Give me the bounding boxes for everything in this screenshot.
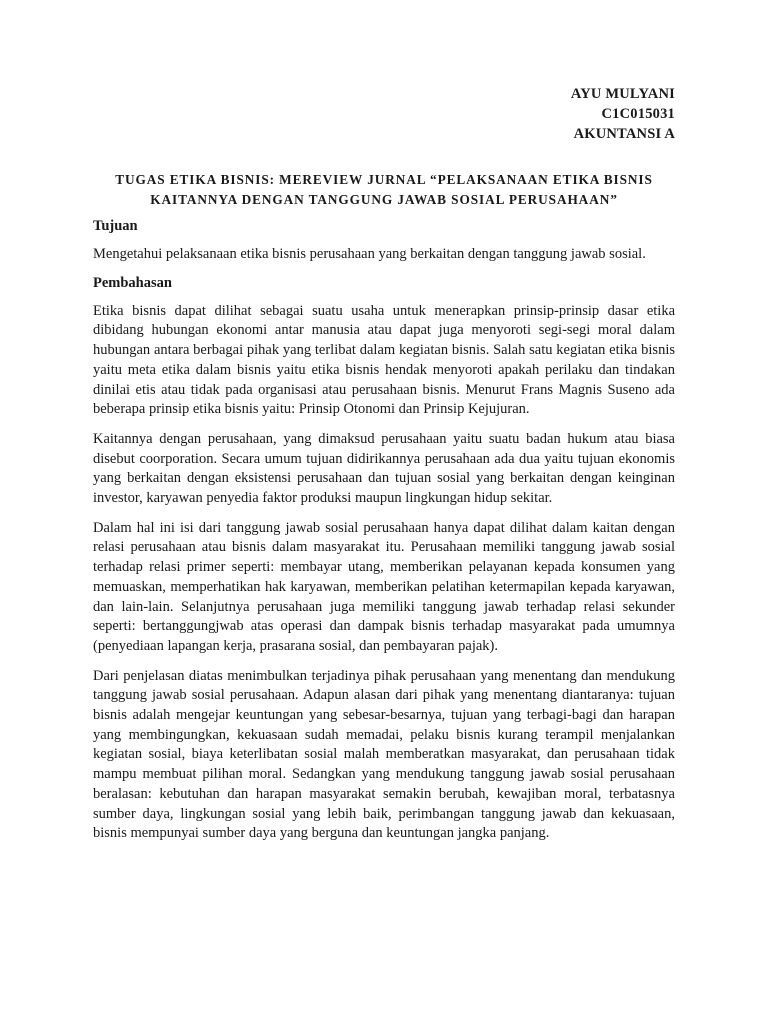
pembahasan-paragraph-3: Dalam hal ini isi dari tanggung jawab sosial perusahaan hanya dapat dilihat dalam kaitan dengan relasi perusahaan atau bisnis dalam masyarakat itu. Perusahaan memiliki tanggung jawab sosial terhadap relasi primer seperti: membayar utang, memberikan pelayanan kepada konsumen yang memuaskan, memperhatikan hak karyawan, memberikan pelatihan ketermapilan kepada karyawan, dan lain-lain. Selanjutnya perusahaan juga memiliki tanggung jawab terhadap relasi sekunder seperti: bertanggungjwab atas operasi dan dampak bisnis terhadap masyarakat pada umumnya (penyediaan lapangan kerja, prasarana sosial, dan pembayaran pajak). — [93, 519, 675, 654]
heading-tujuan: Tujuan — [93, 218, 138, 234]
student-id: C1C015031 — [601, 106, 675, 122]
title-line-1: TUGAS ETIKA BISNIS: MEREVIEW JURNAL “PELAKSANAAN ETIKA BISNIS — [115, 172, 653, 187]
document-title — [93, 170, 675, 210]
document-page — [93, 84, 675, 844]
author-block — [93, 84, 675, 144]
pembahasan-paragraph-4: Dari penjelasan diatas menimbulkan terjadinya pihak perusahaan yang menentang dan mendukung tanggung jawab sosial perusahaan. Adapun alasan dari pihak yang menentang diantaranya: tujuan bisnis adalah mengejar keuntungan yang sebesar-besarnya, tujuan yang terbagi-bagi dan harapan yang membingungkan, kekuasaan sudah memadai, pelaku bisnis kurang terampil menjalankan kegiatan sosial, biaya keterlibatan sosial malah memberatkan masyarakat, dan perusahaan tidak mampu membuat pilihan moral. Sedangkan yang mendukung tanggung jawab sosial perusahaan beralasan: kebutuhan dan harapan masyarakat semakin berubah, kewajiban moral, terbatasnya sumber daya, lingkungan sosial yang lebih baik, perimbangan tanggung jawab dan kekuasaan, bisnis mempunyai sumber daya yang berguna dan keuntungan jangka panjang. — [93, 667, 675, 842]
pembahasan-paragraph-1: Etika bisnis dapat dilihat sebagai suatu usaha untuk menerapkan prinsip-prinsip dasar etika dibidang hubungan ekonomi antar manusia atau dapat juga menyoroti segi-segi moral dalam hubungan antara berbagai pihak yang terlibat dalam kegiatan bisnis. Salah satu kegiatan etika bisnis yaitu meta etika dalam bisnis yaitu etika bisnis hendak menyoroti apakah perilaku dan tindakan dinilai etis atau tidak pada organisasi atau perusahaan bisnis. Menurut Frans Magnis Suseno ada beberapa prinsip etika bisnis yaitu: Prinsip Otonomi dan Prinsip Kejujuran. — [93, 302, 675, 418]
class-program: AKUNTANSI A — [573, 126, 675, 142]
pembahasan-paragraph-2: Kaitannya dengan perusahaan, yang dimaksud perusahaan yaitu suatu badan hukum atau biasa disebut coorporation. Secara umum tujuan didirikannya perusahaan ada dua yaitu tujuan ekonomis yang berkaitan dengan eksistensi perusahaan dan tujuan sosial yang berkaitan dengan keinginan investor, karyawan penyedia faktor produksi maupun lingkungan hidup sekitar. — [93, 430, 675, 507]
tujuan-paragraph: Mengetahui pelaksanaan etika bisnis perusahaan yang berkaitan dengan tanggung jawab sosial. — [93, 246, 646, 262]
author-name: AYU MULYANI — [570, 86, 675, 102]
heading-pembahasan: Pembahasan — [93, 274, 172, 291]
title-line-2: KAITANNYA DENGAN TANGGUNG JAWAB SOSIAL PERUSAHAAN” — [150, 192, 618, 207]
